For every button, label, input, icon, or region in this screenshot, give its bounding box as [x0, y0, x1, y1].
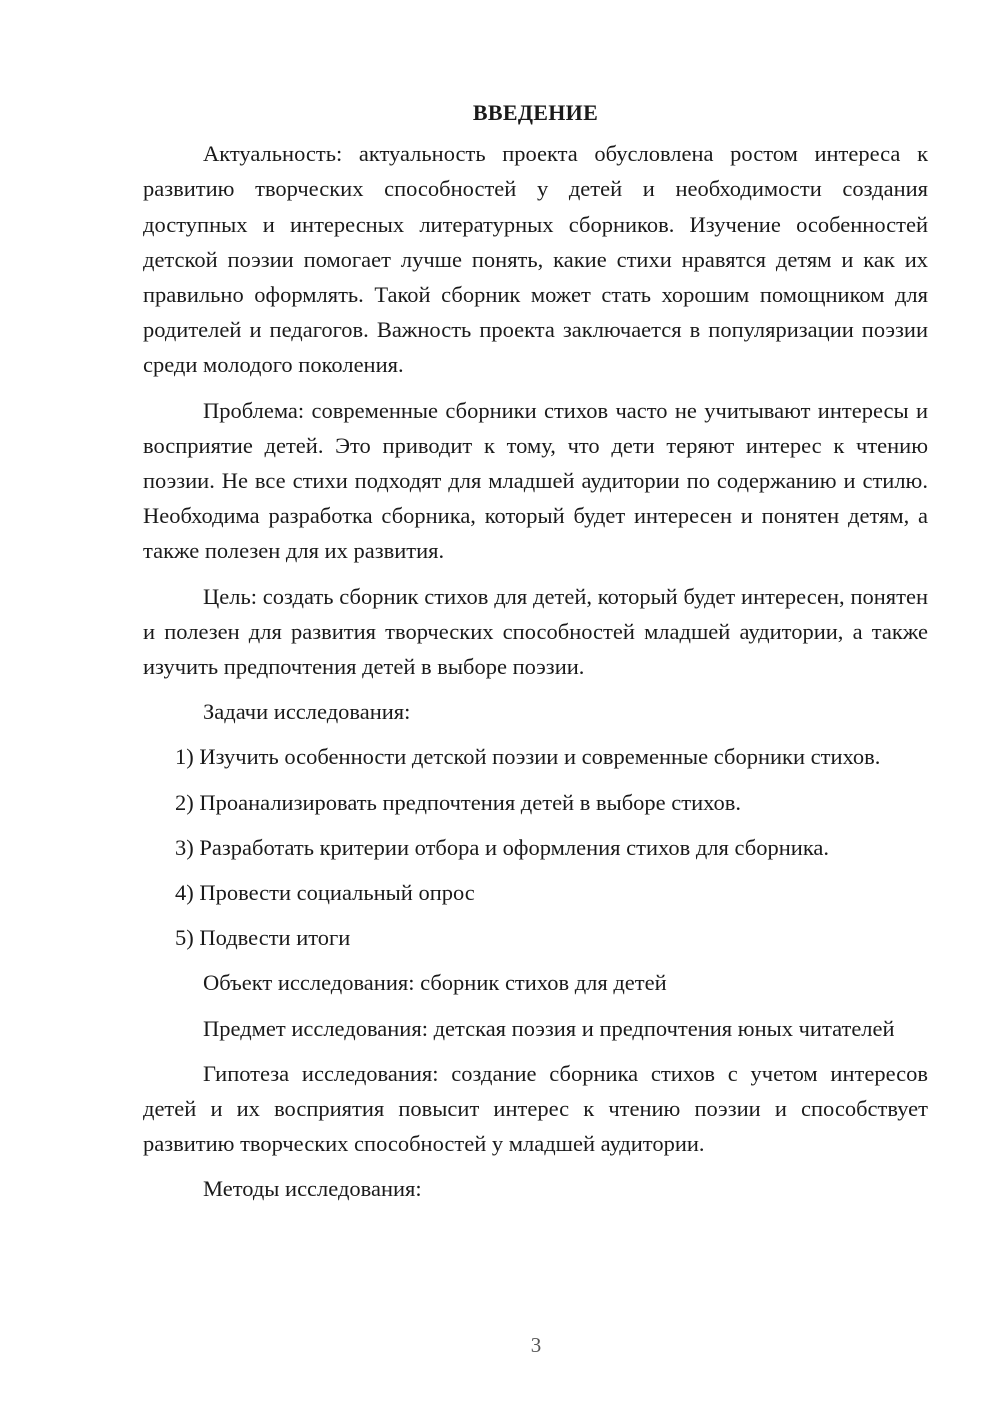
subject-paragraph: Предмет исследования: детская поэзия и предпочтения юных читателей	[203, 1015, 895, 1041]
goal-paragraph: Цель: создать сборник стихов для детей, который будет интересен, понятен и полезен для развития творческих способностей младшей аудитории, а также изучить предпочтения детей в выборе поэзии.	[143, 583, 928, 680]
task-item: 5) Подвести итоги	[175, 925, 351, 951]
problem-paragraph: Проблема: современные сборники стихов часто не учитывают интересы и восприятие детей. Это приводит к тому, что дети теряют интерес к чтению поэзии. Не все стихи подходят для младшей аудитории по содержанию и стилю. Необходима разработка сборника, который будет интересен и понятен детям, а также полезен для их развития.	[143, 397, 928, 564]
task-item: 4) Провести социальный опрос	[175, 880, 475, 906]
task-item: 3) Разработать критерии отбора и оформления стихов для сборника.	[175, 834, 830, 860]
hypothesis-paragraph: Гипотеза исследования: создание сборника стихов с учетом интересов детей и их восприятия повысит интерес к чтению поэзии и способствует развитию творческих способностей у младшей аудитории.	[143, 1060, 928, 1157]
methods-heading: Методы исследования:	[203, 1176, 422, 1202]
section-title: ВВЕДЕНИЕ	[472, 100, 599, 125]
object-paragraph: Объект исследования: сборник стихов для детей	[203, 970, 667, 996]
task-item: 1) Изучить особенности детской поэзии и современные сборники стихов.	[175, 744, 881, 770]
document-page	[143, 95, 928, 1217]
relevance-paragraph: Актуальность: актуальность проекта обусловлена ростом интереса к развитию творческих способностей у детей и необходимости создания доступных и интересных литературных сборников. Изучение особенностей детской поэзии помогает лучше понять, какие стихи нравятся детям и как их правильно оформлять. Такой сборник может стать хорошим помощником для родителей и педагогов. Важность проекта заключается в популяризации поэзии среди молодого поколения.	[143, 141, 928, 378]
page-number: 3	[530, 1333, 542, 1357]
task-item: 2) Проанализировать предпочтения детей в выборе стихов.	[175, 789, 742, 815]
tasks-heading: Задачи исследования:	[203, 699, 411, 725]
